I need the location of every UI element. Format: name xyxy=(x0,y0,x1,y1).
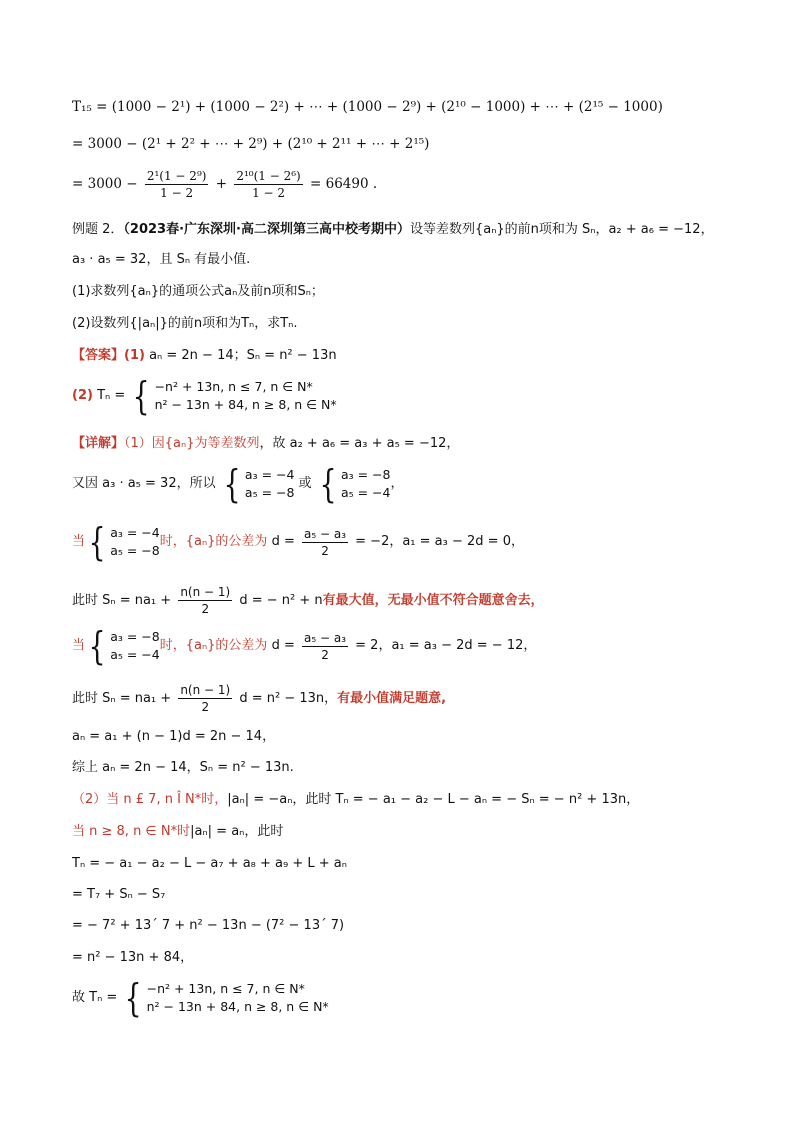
detail-4-b: d = − n² + n xyxy=(239,592,323,608)
detail-line-2 xyxy=(72,462,404,506)
detail-5-c: = 2，a₁ = a₃ − 2d = − 12， xyxy=(355,638,537,653)
answer-2-lhs: Tₙ = xyxy=(97,388,126,403)
case-line: a₃ = −8 xyxy=(340,467,391,482)
detail-line-6 xyxy=(72,682,446,715)
detail-10-b: |aₙ| = aₙ，此时 xyxy=(190,824,284,839)
detail-line-10 xyxy=(72,823,283,841)
formula-3-lead: = 3000 − xyxy=(72,176,138,192)
example-text-2: a₃ · a₅ = 32，且 Sₙ 有最小值. xyxy=(72,252,251,267)
detail-3-c: = −2，a₁ = a₃ − 2d = 0， xyxy=(355,534,524,549)
detail-line-14: = n² − 13n + 84， xyxy=(72,950,194,965)
detail-3-cases xyxy=(110,524,160,560)
case-line: −n² + 13n, n ≤ 7, n ∈ N* xyxy=(146,981,305,996)
answer-2-number: (2) xyxy=(72,388,93,403)
formula-line-2: = 3000 − (2¹ + 2² + ⋯ + 2⁹) + (2¹⁰ + 2¹¹ + ⋯ + 2¹⁵) xyxy=(72,136,430,152)
detail-2-or: 或 xyxy=(298,476,312,491)
question-2: (2)设数列{|aₙ|}的前n项和为Tₙ，求Tₙ. xyxy=(72,316,298,331)
case-line: a₅ = −8 xyxy=(110,543,160,558)
left-brace-icon: { xyxy=(88,624,106,668)
detail-line-11: Tₙ = − a₁ − a₂ − L − a₇ + a₈ + a₉ + L + aₙ xyxy=(72,856,347,871)
case-line: a₅ = −4 xyxy=(110,647,160,662)
fraction-den: 2 xyxy=(201,700,210,714)
formula-3-result: = 66490 . xyxy=(310,176,378,192)
case-line: a₅ = −8 xyxy=(244,485,295,500)
left-brace-icon: { xyxy=(88,520,106,564)
example-source: （2023春·广东深圳·高二深圳第三高中校考期中） xyxy=(123,222,410,237)
detail-3-a: 当 xyxy=(72,534,86,549)
detail-5-fraction xyxy=(302,630,348,663)
answer-1-text: aₙ = 2n − 14；Sₙ = n² − 13n xyxy=(149,348,337,363)
answer-2-case-1: −n² + 13n, n ≤ 7, n ∈ N* xyxy=(154,379,313,394)
example-label: 例题 2． xyxy=(72,222,124,237)
example-heading xyxy=(72,221,714,239)
detail-label: 【详解】 xyxy=(72,436,125,451)
detail-line-12: = T₇ + Sₙ − S₇ xyxy=(72,887,166,902)
case-line: n² − 13n + 84, n ≥ 8, n ∈ N* xyxy=(146,999,329,1014)
answer-line-1 xyxy=(72,347,337,365)
detail-2-case-a xyxy=(245,466,295,502)
fraction-den: 2 xyxy=(321,543,329,558)
left-brace-icon: { xyxy=(319,462,337,506)
detail-line-7: aₙ = a₁ + (n − 1)d = 2n − 14， xyxy=(72,729,276,744)
case-line: a₅ = −4 xyxy=(340,485,391,500)
detail-line-5 xyxy=(72,624,537,668)
fraction-2-num: 2¹⁰(1 − 2⁶) xyxy=(236,169,301,183)
detail-line-9 xyxy=(72,791,639,809)
detail-2-a: 又因 a₃ · a₅ = 32，所以 xyxy=(72,476,216,491)
detail-6-b: d = n² − 13n， xyxy=(239,690,338,706)
detail-5-a: 当 xyxy=(72,638,86,653)
fraction-num: a₅ − a₃ xyxy=(304,630,347,645)
detail-5-b: 时，{aₙ}的公差为 xyxy=(159,638,268,653)
left-brace-icon: { xyxy=(125,976,142,1020)
detail-10-a: 当 n ≥ 8, n ∈ N*时 xyxy=(72,824,191,839)
detail-line-13: = − 7² + 13´ 7 + n² − 13n − (7² − 13´ 7) xyxy=(72,918,345,933)
fraction-2-den: 1 − 2 xyxy=(252,186,286,200)
case-line: a₃ = −4 xyxy=(244,467,295,482)
detail-4-c: 有最大值，无最小值不符合题意舍去， xyxy=(322,592,544,608)
detail-line-4 xyxy=(72,584,544,617)
detail-3-d: d = xyxy=(271,534,295,549)
detail-15-cases xyxy=(147,980,329,1016)
detail-6-fraction xyxy=(178,682,232,715)
detail-5-d: d = xyxy=(271,638,295,653)
detail-4-a: 此时 Sₙ = na₁ + xyxy=(72,592,172,608)
left-brace-icon: { xyxy=(223,462,241,506)
detail-6-c: 有最小值满足题意, xyxy=(337,690,447,706)
detail-15-a: 故 Tₙ = xyxy=(72,990,118,1005)
answer-label: 【答案】 xyxy=(72,348,125,363)
answer-2-case-2: n² − 13n + 84, n ≥ 8, n ∈ N* xyxy=(154,397,337,412)
answer-1-number: (1) xyxy=(124,348,145,363)
case-line: a₃ = −8 xyxy=(110,629,160,644)
detail-2-end: ， xyxy=(390,476,404,491)
detail-4-fraction xyxy=(178,584,232,617)
detail-6-a: 此时 Sₙ = na₁ + xyxy=(72,690,172,706)
detail-1-b: ，故 a₂ + a₆ = a₃ + a₅ = −12， xyxy=(259,436,460,451)
detail-line-15 xyxy=(72,976,329,1020)
formula-line-1: T₁₅ = (1000 − 2¹) + (1000 − 2²) + ⋯ + (1000 − 2⁹) + (2¹⁰ − 1000) + ⋯ + (2¹⁵ − 1000) xyxy=(72,99,663,115)
fraction-1 xyxy=(145,168,209,201)
detail-5-cases xyxy=(110,628,160,664)
fraction-num: n(n − 1) xyxy=(180,585,231,599)
detail-9-b: |aₙ| = −aₙ，此时 Tₙ = − a₁ − a₂ − L − aₙ = − Sₙ = − n² + 13n， xyxy=(227,792,640,807)
formula-3-plus: + xyxy=(215,176,228,192)
left-brace-icon: { xyxy=(133,374,150,418)
detail-line-1 xyxy=(72,435,459,453)
detail-3-b: 时，{aₙ}的公差为 xyxy=(159,534,268,549)
detail-line-8: 综上 aₙ = 2n − 14，Sₙ = n² − 13n. xyxy=(72,760,294,775)
formula-line-3 xyxy=(72,168,377,201)
detail-2-case-b xyxy=(341,466,391,502)
fraction-num: n(n − 1) xyxy=(180,683,231,697)
fraction-1-num: 2¹(1 − 2⁹) xyxy=(146,169,207,183)
fraction-1-den: 1 − 2 xyxy=(160,186,194,200)
question-1: (1)求数列{aₙ}的通项公式aₙ及前n项和Sₙ； xyxy=(72,284,324,299)
detail-line-3 xyxy=(72,520,524,564)
answer-line-2 xyxy=(72,374,337,418)
detail-3-fraction xyxy=(302,526,348,559)
example-text-1: 设等差数列{aₙ}的前n项和为 Sₙ，a₂ + a₆ = −12， xyxy=(409,222,714,237)
case-line: a₃ = −4 xyxy=(110,525,160,540)
detail-1-a: （1）因{aₙ}为等差数列 xyxy=(124,436,260,451)
answer-2-cases xyxy=(155,378,337,414)
fraction-2 xyxy=(234,168,302,201)
fraction-num: a₅ − a₃ xyxy=(304,526,347,541)
detail-9-a: （2）当 n £ 7, n Î N*时， xyxy=(72,792,228,807)
fraction-den: 2 xyxy=(321,647,329,662)
fraction-den: 2 xyxy=(201,602,210,616)
